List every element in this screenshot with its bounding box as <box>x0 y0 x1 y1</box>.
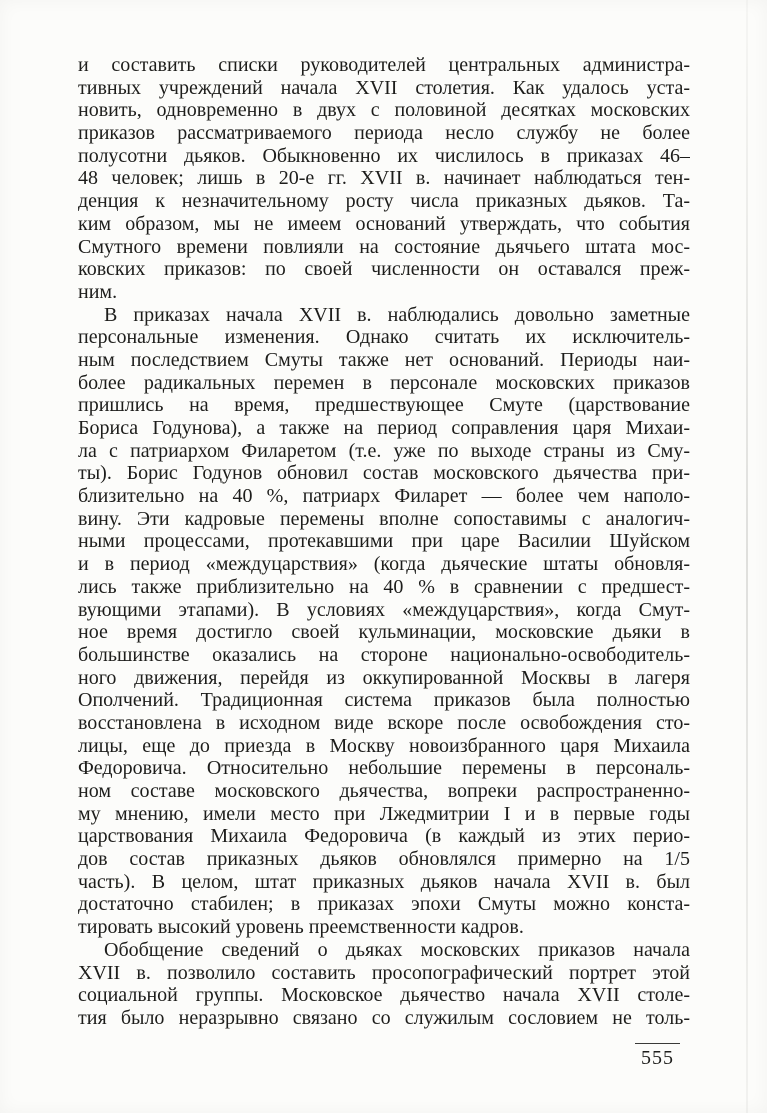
text-line: 48 человек; лишь в 20-е гг. XVII в. начинает наблюдаться тен- <box>78 167 690 190</box>
text-line: ное время достигло своей кульминации, московские дьяки в <box>78 621 690 644</box>
paragraph-1 <box>78 54 690 304</box>
text-line: ким образом, мы не имеем оснований утверждать, что события <box>78 212 690 235</box>
text-line: пришлись на время, предшествующее Смуте (царствование <box>78 394 690 417</box>
page-number: 555 <box>635 1043 680 1070</box>
text-line: Смутного времени повлияли на состояние дьячьего штата мос- <box>78 235 690 258</box>
text-line: дов состав приказных дьяков обновлялся примерно на 1/5 <box>78 848 690 871</box>
text-line: близительно на 40 %, патриарх Филарет — более чем наполо- <box>78 485 690 508</box>
text-line: приказов рассматриваемого периода несло службу не более <box>78 122 690 145</box>
text-line: денция к незначительному росту числа приказных дьяков. Та- <box>78 190 690 213</box>
text-line: социальной группы. Московское дьячество начала XVII столе- <box>78 984 690 1007</box>
text-line: ковских приказов: по своей численности он оставался преж- <box>78 258 690 281</box>
text-line: ным последствием Смуты также нет оснований. Периоды наи- <box>78 348 690 371</box>
text-line: ты). Борис Годунов обновил состав московского дьячества при- <box>78 462 690 485</box>
text-line: Федоровича. Относительно небольшие перемены в персональ- <box>78 757 690 780</box>
text-line: Обобщение сведений о дьяках московских приказов начала <box>104 938 690 961</box>
text-line: лись также приблизительно на 40 % в сравнении с предшест- <box>78 575 690 598</box>
text-line: ним. <box>78 280 118 303</box>
page-footer <box>78 1043 690 1070</box>
text-line: персональные изменения. Однако считать их исключитель- <box>78 326 690 349</box>
text-line: лицы, еще до приезда в Москву новоизбранного царя Михаила <box>78 734 690 757</box>
text-line: вующими этапами). В условиях «междуцарствия», когда Смут- <box>78 598 690 621</box>
text-line: В приказах начала XVII в. наблюдались довольно заметные <box>104 303 690 326</box>
text-line: полусотни дьяков. Обыкновенно их числилось в приказах 46– <box>78 144 690 167</box>
text-line: часть). В целом, штат приказных дьяков начала XVII в. был <box>78 870 690 893</box>
text-line: новить, одновременно в двух с половиной десятках московских <box>78 99 690 122</box>
paragraph-3 <box>78 939 690 1030</box>
page-text <box>78 54 690 1030</box>
text-line: му мнению, имели место при Лжедмитрии I и в первые годы <box>78 802 690 825</box>
scan-edge-artifact <box>746 0 748 1113</box>
text-line: восстановлена в исходном виде вскоре после освобождения сто- <box>78 711 690 734</box>
text-line: XVII в. позволило составить просопографический портрет этой <box>78 961 690 984</box>
text-line: более радикальных перемен в персонале московских приказов <box>78 371 690 394</box>
text-line: ном составе московского дьячества, вопреки распространенно- <box>78 780 690 802</box>
text-line: тия было неразрывно связано со служилым сословием не толь- <box>78 1006 690 1029</box>
text-line: Ополчений. Традиционная система приказов была полностью <box>78 689 690 712</box>
text-line: вину. Эти кадровые перемены вполне сопоставимы с аналогич- <box>78 507 690 530</box>
text-line: тивных учреждений начала XVII столетия. Как удалось уста- <box>78 76 690 99</box>
text-line: достаточно стабилен; в приказах эпохи Смуты можно конста- <box>78 893 690 916</box>
text-line: большинстве оказались на стороне национально-освободитель- <box>78 643 690 666</box>
text-line: и в период «междуцарствия» (когда дьяческие штаты обновля- <box>78 553 690 576</box>
text-line: Бориса Годунова), а также на период соправления царя Михаи- <box>78 417 690 439</box>
text-line: ла с патриархом Филаретом (т.е. уже по выходе страны из Сму- <box>78 439 690 462</box>
paragraph-2 <box>78 304 690 939</box>
text-line: тировать высокий уровень преемственности кадров. <box>78 916 524 939</box>
text-line: и составить списки руководителей центральных администра- <box>78 54 690 76</box>
text-line: царствования Михаила Федоровича (в каждый из этих перио- <box>78 825 690 848</box>
text-line: ными процессами, протекавшими при царе Василии Шуйском <box>78 530 690 553</box>
text-line: ного движения, перейдя из оккупированной Москвы в лагеря <box>78 666 690 689</box>
